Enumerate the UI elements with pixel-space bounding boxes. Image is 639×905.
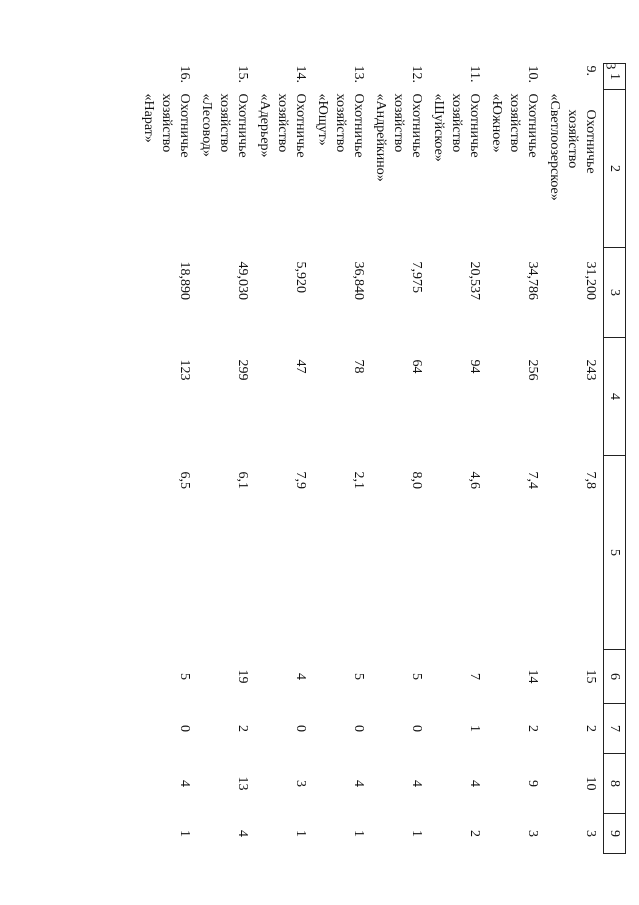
farm-name-line: «Лесовод»: [199, 93, 214, 157]
table-header: [604, 64, 626, 854]
cell-col-5: 8,0: [409, 471, 424, 489]
farm-name-line: Охотничье: [293, 93, 308, 158]
cell-col-4: 299: [235, 359, 250, 381]
cell-col-6: 15: [583, 669, 598, 684]
farm-name-line: хозяйство: [217, 93, 232, 153]
cell-col-9: 4: [235, 830, 250, 837]
cell-col-8: 4: [351, 780, 366, 787]
farm-name-line: Охотничье: [467, 93, 482, 158]
table-row: [371, 64, 429, 854]
cell-col-3: 31,200: [583, 261, 598, 300]
farm-name-cell: [545, 90, 604, 248]
farm-name-line: Охотничье: [525, 93, 540, 158]
header-col-2: 2: [604, 90, 626, 248]
cell-col-7: 2: [235, 725, 250, 732]
cell-col-3: 18,890: [177, 261, 192, 300]
farm-name-cell: [139, 90, 197, 248]
cell-col-5: 2,1: [351, 471, 366, 489]
farm-name-cell: [313, 90, 371, 248]
farm-name-line: хозяйство: [507, 93, 522, 153]
cell-col-5: 6,1: [235, 471, 250, 489]
header-col-6: 6: [604, 650, 626, 704]
cell-col-7: 0: [409, 725, 424, 732]
farm-name-line: «Шуйское»: [431, 93, 446, 162]
cell-col-9: 1: [351, 830, 366, 837]
cell-col-9: 3: [583, 830, 598, 837]
farm-name-line: Охотничье: [177, 93, 192, 158]
farm-name-cell: [371, 90, 429, 248]
cell-col-9: 1: [293, 830, 308, 837]
cell-col-4: 78: [351, 359, 366, 374]
cell-col-4: 47: [293, 359, 308, 374]
cell-col-7: 2: [525, 725, 540, 732]
row-number: 15.: [235, 65, 250, 83]
table-row: [255, 64, 313, 854]
cell-col-8: 3: [293, 780, 308, 787]
header-col-7: 7: [604, 704, 626, 754]
cell-col-5: 6,5: [177, 471, 192, 489]
farm-name-line: хозяйство: [333, 93, 348, 153]
cell-col-4: 256: [525, 359, 540, 381]
farm-name-line: Охотничье: [583, 109, 598, 174]
cell-col-6: 4: [293, 673, 308, 680]
cell-col-7: 0: [293, 725, 308, 732]
cell-col-8: 4: [177, 780, 192, 787]
cell-col-4: 94: [467, 359, 482, 374]
farm-name-cell: [197, 90, 255, 248]
header-col-9: 9: [604, 814, 626, 854]
cell-col-9: 1: [177, 830, 192, 837]
farm-name-line: «Ющут»: [315, 93, 330, 146]
farm-name-line: «Адерьер»: [257, 93, 272, 158]
cell-col-3: 34,786: [525, 261, 540, 300]
cell-col-9: 1: [409, 830, 424, 837]
table-row: [139, 64, 197, 854]
cell-col-6: 5: [177, 673, 192, 680]
row-number: 16.: [177, 65, 192, 83]
cell-col-5: 7,8: [583, 471, 598, 489]
farm-name-line: хозяйство: [391, 93, 406, 153]
cell-col-9: 2: [467, 830, 482, 837]
farm-name-line: хозяйство: [159, 93, 174, 153]
cell-col-7: 0: [351, 725, 366, 732]
header-col-4: 4: [604, 338, 626, 456]
farm-name-line: «Южное»: [489, 93, 504, 153]
row-number: 13.: [351, 65, 366, 83]
cell-col-3: 20,537: [467, 261, 482, 300]
cell-col-8: 4: [409, 780, 424, 787]
table-row: [487, 64, 545, 854]
cell-col-5: 7,9: [293, 471, 308, 489]
header-col-1: 1: [604, 64, 626, 90]
rotated-table-container: [106, 63, 626, 853]
cell-col-8: 10: [583, 776, 598, 791]
farm-name-cell: [429, 90, 487, 248]
header-row: [604, 64, 626, 854]
header-col-5: 5: [604, 456, 626, 650]
header-col-3: 3: [604, 248, 626, 338]
cell-col-6: 5: [409, 673, 424, 680]
table-row: [429, 64, 487, 854]
row-number: 10.: [525, 65, 540, 83]
cell-col-9: 3: [525, 830, 540, 837]
cell-col-4: 123: [177, 359, 192, 381]
row-number: 9.: [583, 65, 598, 76]
cell-col-7: 2: [583, 725, 598, 732]
cell-col-8: 4: [467, 780, 482, 787]
page-number: 3: [602, 62, 618, 70]
farm-name-cell: [255, 90, 313, 248]
cell-col-8: 13: [235, 776, 250, 791]
cell-col-3: 7,975: [409, 261, 424, 293]
farm-name-line: хозяйство: [449, 93, 464, 153]
cell-col-6: 19: [235, 669, 250, 684]
hunting-farms-table: [139, 63, 626, 854]
header-col-8: 8: [604, 754, 626, 814]
cell-col-3: 49,030: [235, 261, 250, 300]
cell-col-8: 9: [525, 780, 540, 787]
farm-name-line: хозяйство: [565, 109, 580, 169]
farm-name-line: Охотничье: [351, 93, 366, 158]
cell-col-5: 4,6: [467, 471, 482, 489]
cell-col-5: 7,4: [525, 471, 540, 489]
row-number: 12.: [409, 65, 424, 83]
farm-name-cell: [487, 90, 545, 248]
cell-col-3: 5,920: [293, 261, 308, 293]
row-number: 14.: [293, 65, 308, 83]
row-number: 11.: [467, 65, 482, 83]
table-row: [197, 64, 255, 854]
cell-col-7: 1: [467, 725, 482, 732]
farm-name-line: «Светлоозерское»: [547, 93, 562, 201]
table-row: [313, 64, 371, 854]
cell-col-4: 64: [409, 359, 424, 374]
farm-name-line: «Андрейкино»: [373, 93, 388, 182]
farm-name-line: хозяйство: [275, 93, 290, 153]
cell-col-3: 36,840: [351, 261, 366, 300]
farm-name-line: Охотничье: [235, 93, 250, 158]
cell-col-4: 243: [583, 359, 598, 381]
cell-col-6: 14: [525, 669, 540, 684]
table-body: [139, 64, 604, 854]
cell-col-6: 5: [351, 673, 366, 680]
cell-col-6: 7: [467, 673, 482, 680]
table-row: [545, 64, 604, 854]
farm-name-line: Охотничье: [409, 93, 424, 158]
farm-name-line: «Нарат»: [141, 93, 156, 143]
cell-col-7: 0: [177, 725, 192, 732]
